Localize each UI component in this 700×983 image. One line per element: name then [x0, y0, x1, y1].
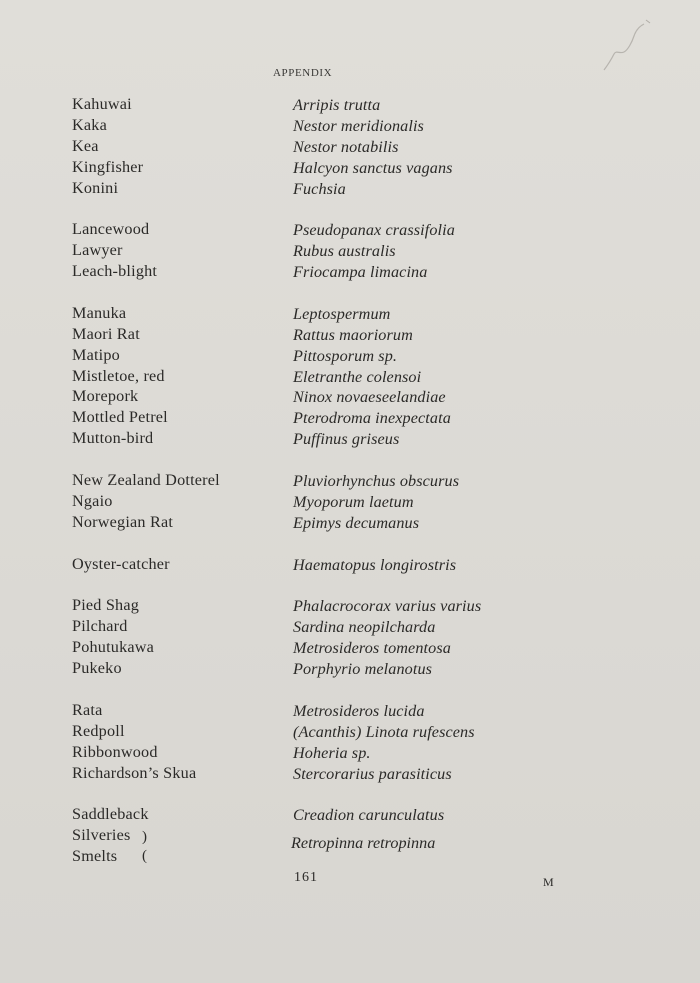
common-name: Mottled Petrel: [72, 408, 168, 427]
signature-mark: M: [543, 875, 554, 889]
scientific-name: Leptospermum: [293, 304, 391, 323]
common-name: Ngaio: [72, 491, 113, 510]
entry-group: [293, 555, 481, 576]
entry-group: [72, 470, 220, 533]
scientific-name: Stercorarius parasiticus: [293, 764, 452, 783]
common-name: Maori Rat: [72, 324, 140, 343]
common-name: Richardson’s Skua: [72, 763, 197, 782]
scientific-name: Sardina neopilcharda: [293, 618, 436, 637]
common-name: Mutton-bird: [72, 429, 154, 448]
common-name: Kaka: [72, 115, 107, 134]
common-name: Ribbonwood: [72, 742, 158, 761]
entry-group: [293, 304, 481, 450]
entry-group: [293, 220, 481, 283]
common-name: Morepork: [72, 387, 139, 406]
common-name: Silveries: [72, 826, 131, 845]
common-name: Pied Shag: [72, 596, 140, 615]
common-name: Oyster-catcher: [72, 554, 170, 573]
page-header: APPENDIX: [273, 67, 333, 79]
scientific-name: Pterodroma inexpectata: [293, 409, 451, 428]
common-name: Norwegian Rat: [72, 512, 174, 531]
brace-top: ): [142, 829, 147, 845]
scientific-name: Ninox novaeseelandiae: [293, 388, 446, 407]
common-name: Manuka: [72, 303, 127, 322]
pencil-scribble: [598, 18, 658, 83]
scientific-name: Metrosideros tomentosa: [293, 639, 451, 658]
scientific-name: Haematopus longirostris: [293, 555, 457, 574]
common-name: Lancewood: [72, 220, 150, 239]
entry-group: [72, 700, 220, 784]
scientific-name: Puffinus griseus: [293, 430, 400, 449]
scientific-name: (Acanthis) Linota rufescens: [293, 722, 475, 741]
scientific-name: Porphyrio melanotus: [293, 660, 433, 679]
entry-group: [72, 219, 220, 282]
entry-group: [72, 554, 220, 575]
combined-scientific-name: Retropinna retropinna: [291, 834, 436, 852]
scientific-name: Creadion carunculatus: [293, 806, 445, 825]
common-name: New Zealand Dotterel: [72, 471, 220, 490]
scientific-name: Pittosporum sp.: [293, 346, 398, 365]
scientific-name: Pluviorhynchus obscurus: [293, 472, 460, 491]
common-name: Pilchard: [72, 617, 128, 636]
scientific-name: Nestor notabilis: [293, 137, 399, 156]
scientific-name: Rubus australis: [293, 242, 396, 261]
common-name: Kahuwai: [72, 95, 132, 113]
scientific-name: Nestor meridionalis: [293, 116, 424, 135]
entry-group: [72, 595, 220, 679]
entry-group: [72, 303, 220, 449]
entry-group: [293, 701, 481, 785]
common-name: Rata: [72, 700, 103, 719]
common-name: Pukeko: [72, 659, 122, 678]
scientific-name: Eletranthe colensoi: [293, 367, 422, 386]
scientific-name: Myoporum laetum: [293, 492, 414, 511]
common-name: Redpoll: [72, 721, 125, 740]
scientific-name: Rattus maoriorum: [293, 325, 413, 344]
scientific-name: Fuchsia: [293, 179, 346, 198]
entry-group: [293, 471, 481, 534]
common-name: Pohutukawa: [72, 638, 155, 657]
scientific-name: Arripis trutta: [293, 96, 381, 114]
entry-group: [293, 95, 481, 199]
scientific-name: Phalacrocorax varius varius: [293, 597, 482, 616]
common-name: Saddleback: [72, 805, 149, 824]
common-name: Kingfisher: [72, 157, 144, 176]
common-name: Lawyer: [72, 241, 123, 260]
brace-bottom: (: [142, 848, 147, 864]
common-names-column: [72, 94, 220, 888]
scientific-names-column: [293, 95, 481, 889]
page-number: 161: [294, 870, 318, 885]
scientific-name: Halcyon sanctus vagans: [293, 158, 453, 177]
scientific-name: Metrosideros lucida: [293, 701, 425, 720]
entry-group: [293, 596, 481, 680]
scientific-name: Friocampa limacina: [293, 263, 428, 282]
common-name: Kea: [72, 136, 99, 155]
entry-group: [72, 94, 220, 198]
common-name: Matipo: [72, 345, 120, 364]
scientific-name: Pseudopanax crassifolia: [293, 221, 455, 240]
scientific-name: Epimys decumanus: [293, 513, 420, 532]
scientific-name: Hoheria sp.: [293, 743, 371, 762]
common-name: Mistletoe, red: [72, 366, 165, 385]
common-name: Leach-blight: [72, 262, 158, 281]
common-name: Smelts: [72, 847, 118, 866]
common-name: Konini: [72, 178, 119, 197]
